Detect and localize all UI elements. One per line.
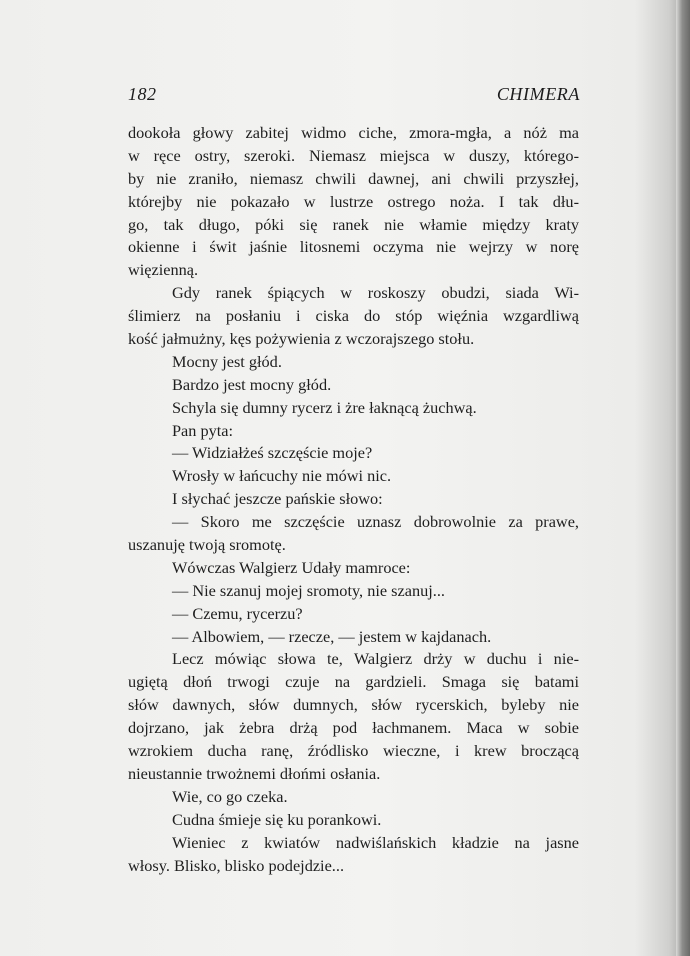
text-line: — Albowiem, — rzecze, — jestem w kajdanach. [172, 626, 492, 646]
text-line: ślimierz na posłaniu i ciska do stóp więźnia wzgardliwą [128, 306, 579, 326]
page-number: 182 [128, 84, 157, 104]
text-line: Pan pyta: [172, 420, 234, 440]
text-line: Wrosły w łańcuchy nie mówi nic. [172, 466, 392, 486]
page-header [128, 84, 580, 108]
text-line: Gdy ranek śpiących w roskoszy obudzi, siada Wi- [172, 283, 579, 303]
text-line: Wieniec z kwiatów nadwiślańskich kładzie na jasne [172, 832, 579, 852]
page-edge [676, 0, 690, 956]
text-line: dookoła głowy zabitej widmo ciche, zmora-mgła, a nóż ma [128, 123, 579, 142]
text-line: go, tak długo, póki się ranek nie włamie między kraty [128, 214, 579, 234]
text-line: uszanuję twoją sromotę. [128, 535, 286, 555]
text-line: włosy. Blisko, blisko podejdzie... [128, 855, 345, 875]
text-line: Cudna śmieje się ku porankowi. [172, 809, 382, 829]
text-line: nieustannie trwożnemi dłońmi osłania. [128, 763, 381, 783]
text-line: ugiętą dłoń trwogi czuje na gardzieli. Smaga się batami [128, 672, 579, 692]
text-line: — Czemu, rycerzu? [172, 603, 303, 623]
text-line: w ręce ostry, szeroki. Niemasz miejsca w duszy, którego- [128, 145, 579, 165]
text-line: Lecz mówiąc słowa te, Walgierz drży w duchu i nie- [172, 649, 579, 669]
text-line: Wówczas Walgierz Udały mamroce: [172, 557, 411, 577]
text-line: wzrokiem ducha ranę, źródlisko wieczne, i krew broczącą [128, 741, 579, 761]
running-title: CHIMERA [496, 84, 580, 104]
text-line: Bardzo jest mocny głód. [172, 374, 332, 394]
text-line: — Skoro me szczęście uznasz dobrowolnie za prawe, [172, 512, 579, 532]
text-line: więzienną. [128, 260, 199, 280]
text-line: by nie zraniło, niemasz chwili dawnej, ani chwili przyszłej, [128, 168, 579, 188]
body-text [128, 122, 579, 877]
text-line: Schyla się dumny rycerz i żre łaknącą żuchwą. [172, 397, 477, 417]
text-line: słów dawnych, słów dumnych, słów rycerskich, byleby nie [128, 695, 579, 715]
text-line: kość jałmużny, kęs pożywienia z wczorajszego stołu. [128, 329, 475, 349]
text-line: — Nie szanuj mojej sromoty, nie szanuj... [172, 580, 445, 600]
text-line: Wie, co go czeka. [172, 786, 288, 806]
text-line: — Widziałżeś szczęście moje? [172, 443, 373, 463]
text-line: I słychać jeszcze pańskie słowo: [172, 489, 383, 509]
text-line: okienne i świt jaśnie litosnemi oczyma nie wejrzy w norę [128, 237, 579, 257]
text-line: dojrzano, jak żebra drżą pod łachmanem. Maca w sobie [128, 718, 579, 738]
text-line: którejby nie pokazało w lustrze ostrego noża. I tak dłu- [128, 191, 579, 211]
text-line: Mocny jest głód. [172, 351, 282, 371]
